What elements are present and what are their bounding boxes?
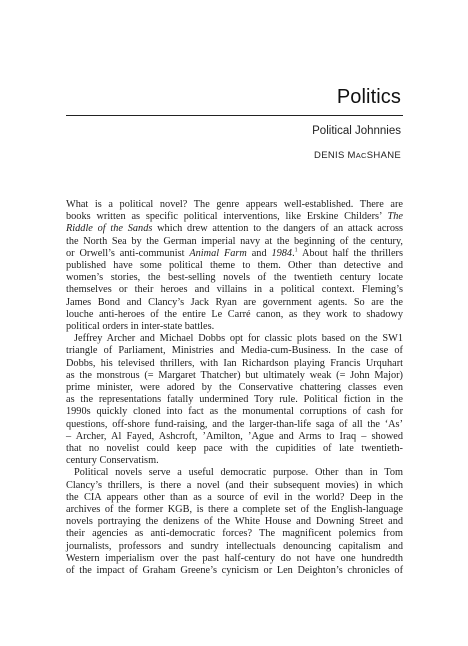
body-line: Jeffrey Archer and Michael Dobbs opt for classic plots based on the SW1 xyxy=(74,333,403,345)
body-line: questions, off-shore fund-raising, and the larger-than-life saga of all the ‘As’ xyxy=(66,418,403,430)
body-line: the North Sea by the German imperial navy at the beginning of the century, xyxy=(66,235,403,247)
body-line: – Archer, Al Fayed, Ashcroft, ’Amilton, ’Ague and Arms to Iraq – showed xyxy=(66,430,403,442)
body-line: 1990s quickly cloned into fact as the monumental corruptions of cash for xyxy=(66,406,403,418)
body-line: that no novelist could keep pace with the cupidities of late twentieth- xyxy=(66,443,403,455)
author-last: SHANE xyxy=(366,150,401,161)
body-line: the CIA appears other than as a source of evil in the world? Deep in the xyxy=(66,491,403,503)
author-first: DENIS M xyxy=(314,150,356,161)
body-line: women’s stories, the best-selling novels of the twentieth century locate xyxy=(66,272,403,284)
body-line: themselves or their heroes and villains in a political context. Fleming’s xyxy=(66,284,403,296)
body-line: prime minister, were adored by the Conservative chattering classes even xyxy=(66,382,403,394)
article-title: Political Johnnies xyxy=(312,125,401,137)
body-line: Riddle of the Sands which drew attention to the dangers of an attack across xyxy=(66,223,403,235)
body-line: of the impact of Graham Greene’s cynicism or Len Deighton’s chronicles of xyxy=(66,565,403,577)
body-line: published have some political theme to them. Other than detective and xyxy=(66,260,403,272)
body-line: What is a political novel? The genre appears well-established. There are xyxy=(66,199,403,210)
body-line: political orders in inter-state battles. xyxy=(66,321,215,333)
body-line: Political novels serve a useful democratic purpose. Other than in Tom xyxy=(74,467,403,479)
body-line: triangle of Parliament, Ministries and Media-cum-Business. In the case of xyxy=(66,345,403,357)
body-line: Western imperialism over the past half-century do not have one hundredth xyxy=(66,552,403,564)
body-line: books written as specific political interventions, like Erskine Childers’ The xyxy=(66,211,403,223)
body-line: James Bond and Clancy’s Jack Ryan are government agents. So are the xyxy=(66,296,403,308)
section-title: Politics xyxy=(336,86,401,108)
body-line: novels portraying the denizens of the White House and Downing Street and xyxy=(66,516,403,528)
author-byline xyxy=(314,150,401,161)
body-line: journalists, professors and sundry intellectuals denouncing capitalism and xyxy=(66,540,403,552)
body-line: as the monstrous (= Margaret Thatcher) but ultimately weak (= John Major) xyxy=(66,369,403,381)
body-line: their agencies as anti-democratic forces? The magnificent polemics from xyxy=(66,528,403,540)
article-body xyxy=(66,199,403,577)
title-rule xyxy=(66,115,403,116)
author-small-caps: AC xyxy=(355,151,367,160)
body-line: Dobbs, his televised thrillers, with Ian Richardson playing Francis Urquhart xyxy=(66,357,403,369)
body-line: or Orwell’s anti-communist Animal Farm and 1984.$^1$ About half the thrillers xyxy=(66,247,403,259)
body-line: archives of the former KGB, is there a complete set of the English-language xyxy=(66,504,403,516)
body-line: Clancy’s thrillers, is there a novel (and their subsequent movies) in which xyxy=(66,479,403,491)
body-line: century Conservatism. xyxy=(66,455,159,467)
body-line: louche anti-heroes of the entire Le Carré canon, as they work to shadowy xyxy=(66,308,403,320)
body-line: as the representations fatally undermined Tory rule. Political fiction in the xyxy=(66,394,403,406)
